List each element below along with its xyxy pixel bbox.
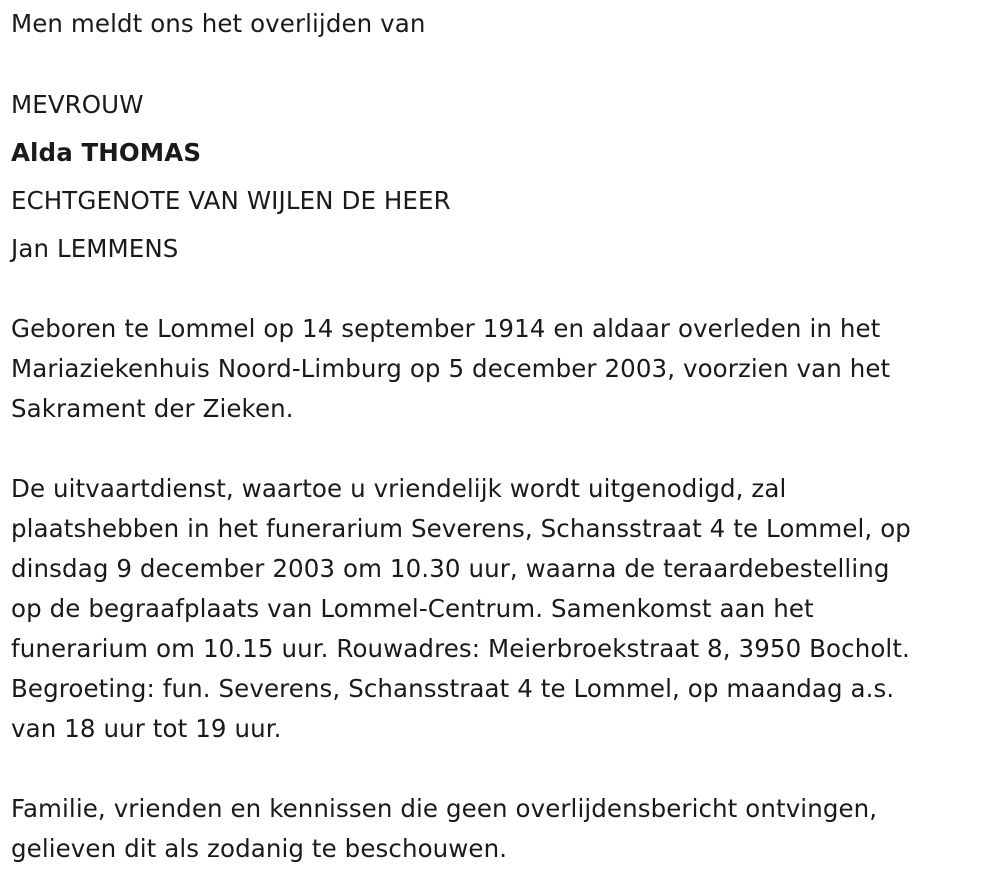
birth-death-line-2: Mariaziekenhuis Noord-Limburg op 5 december 2003, voorzien van het xyxy=(11,354,891,383)
funeral-line-2: plaatshebben in het funerarium Severens, Schansstraat 4 te Lommel, op xyxy=(11,514,911,543)
funeral-line-7: van 18 uur tot 19 uur. xyxy=(11,714,282,743)
funeral-line-1: De uitvaartdienst, waartoe u vriendelijk wordt uitgenodigd, zal xyxy=(11,474,787,503)
intro-line: Men meldt ons het overlijden van xyxy=(11,9,426,38)
spouse-name: Jan LEMMENS xyxy=(11,234,179,263)
relation-line: ECHTGENOTE VAN WIJLEN DE HEER xyxy=(11,186,451,215)
deceased-name: Alda THOMAS xyxy=(11,138,202,167)
closing-line-1: Familie, vrienden en kennissen die geen overlijdensbericht ontvingen, xyxy=(11,794,878,823)
closing-line-2: gelieven dit als zodanig te beschouwen. xyxy=(11,834,508,863)
funeral-line-5: funerarium om 10.15 uur. Rouwadres: Meierbroekstraat 8, 3950 Bocholt. xyxy=(11,634,910,663)
funeral-line-6: Begroeting: fun. Severens, Schansstraat 4 te Lommel, op maandag a.s. xyxy=(11,674,895,703)
birth-death-line-3: Sakrament der Zieken. xyxy=(11,394,294,423)
birth-death-line-1: Geboren te Lommel op 14 september 1914 en aldaar overleden in het xyxy=(11,314,881,343)
funeral-line-3: dinsdag 9 december 2003 om 10.30 uur, waarna de teraardebestelling xyxy=(11,554,890,583)
funeral-line-4: op de begraafplaats van Lommel-Centrum. Samenkomst aan het xyxy=(11,594,814,623)
salutation: MEVROUW xyxy=(11,90,144,119)
